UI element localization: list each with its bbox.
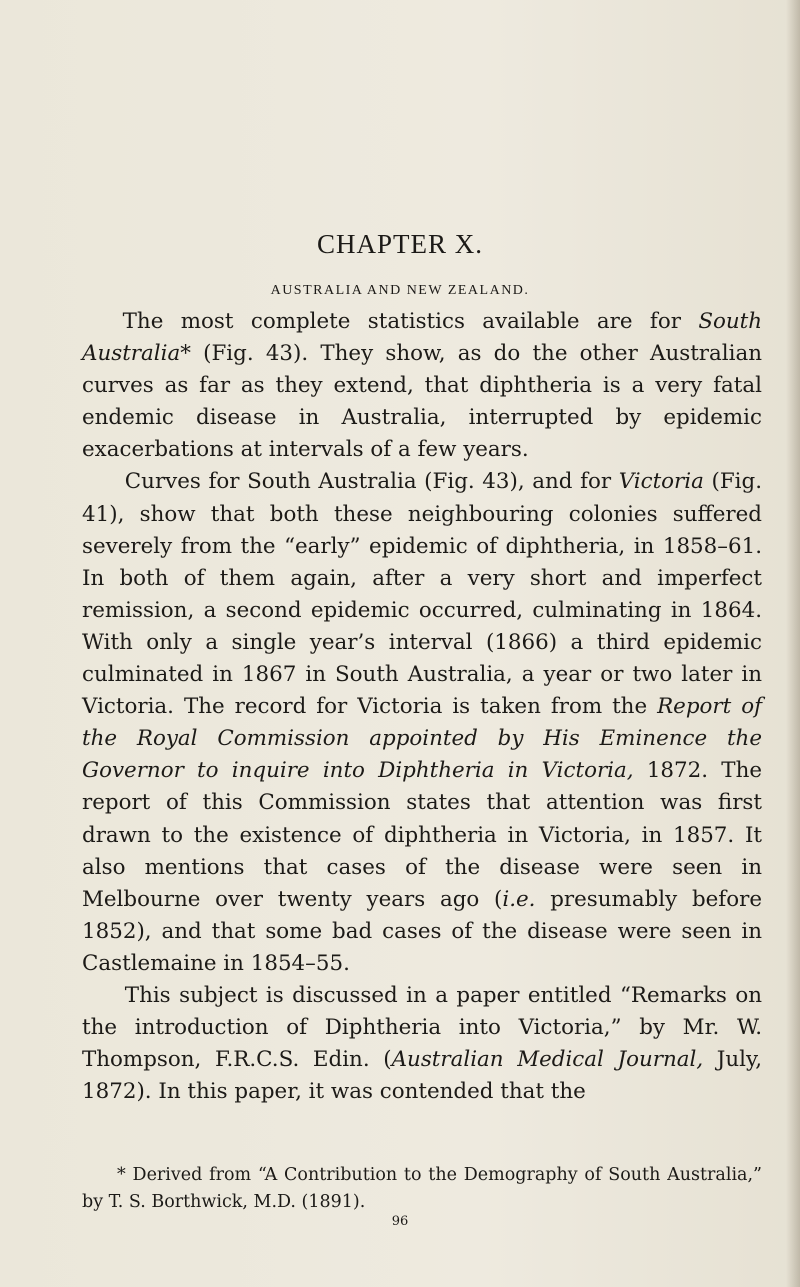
page-number: 96 xyxy=(391,1214,409,1229)
page-edge-shadow xyxy=(786,0,800,1287)
paragraph-2 xyxy=(82,466,762,980)
text-run: 1872. The report of this Commission states that attention was first drawn to the existence of diphtheria in Victoria, in 1857. It also mentions that cases of the disease were seen in Melbourne over twenty years ago ( xyxy=(82,758,763,912)
text-run: * (Fig. 43). They show, as do the other Australian curves as far as they extend, that diphtheria is a very fatal endemic disease in Australia, interrupted by epidemic exacerbations at intervals of a few years. xyxy=(82,341,762,463)
section-heading: AUSTRALIA AND NEW ZEALAND. xyxy=(270,283,530,298)
italic-run: Australian Medical Journal, xyxy=(391,1047,704,1073)
chapter-heading: CHAPTER X. xyxy=(316,229,483,259)
text-run: July, 1872). In this paper, it was contended that the xyxy=(82,1047,763,1105)
text-run: presumably before 1852), and that some bad cases of the disease were seen in Castlemaine in 1854–55. xyxy=(82,886,762,976)
italic-run: Victoria xyxy=(618,469,704,495)
text-run: (Fig. 41), show that both these neighbouring colonies suffered severely from the “early” epidemic of diphtheria, in 1858–61. In both of them again, after a very short and imperfect remission, a second epidemic occurred, culminating in 1864. With only a single year’s interval (1866) a third epidemic culminated in 1867 in South Australia, a year or two later in Victoria. The record for Victoria is taken from the xyxy=(82,469,762,720)
paragraph-3 xyxy=(82,980,762,1108)
italic-run: South Australia xyxy=(82,309,762,367)
italic-run: i.e. xyxy=(502,886,536,912)
text-run: Curves for South Australia (Fig. 43), and for xyxy=(124,469,619,495)
italic-run: Report of the Royal Commission appointed by His Eminence the Governor to inquire into Diphtheria in Victoria, xyxy=(82,694,762,784)
footnote-text: * Derived from “A Contribution to the Demography of South Australia,” by T. S. Borthwick, M.D. (1891). xyxy=(82,1165,762,1212)
footnote xyxy=(82,1162,762,1216)
text-run: The most complete statistics available are for xyxy=(122,309,699,334)
body-text xyxy=(82,306,762,1108)
text-run: This subject is discussed in a paper entitled “Remarks on the introduction of Diphtheria into Victoria,” by Mr. W. Thompson, F.R.C.S. Edin. ( xyxy=(82,982,762,1073)
paragraph-1 xyxy=(82,306,762,466)
